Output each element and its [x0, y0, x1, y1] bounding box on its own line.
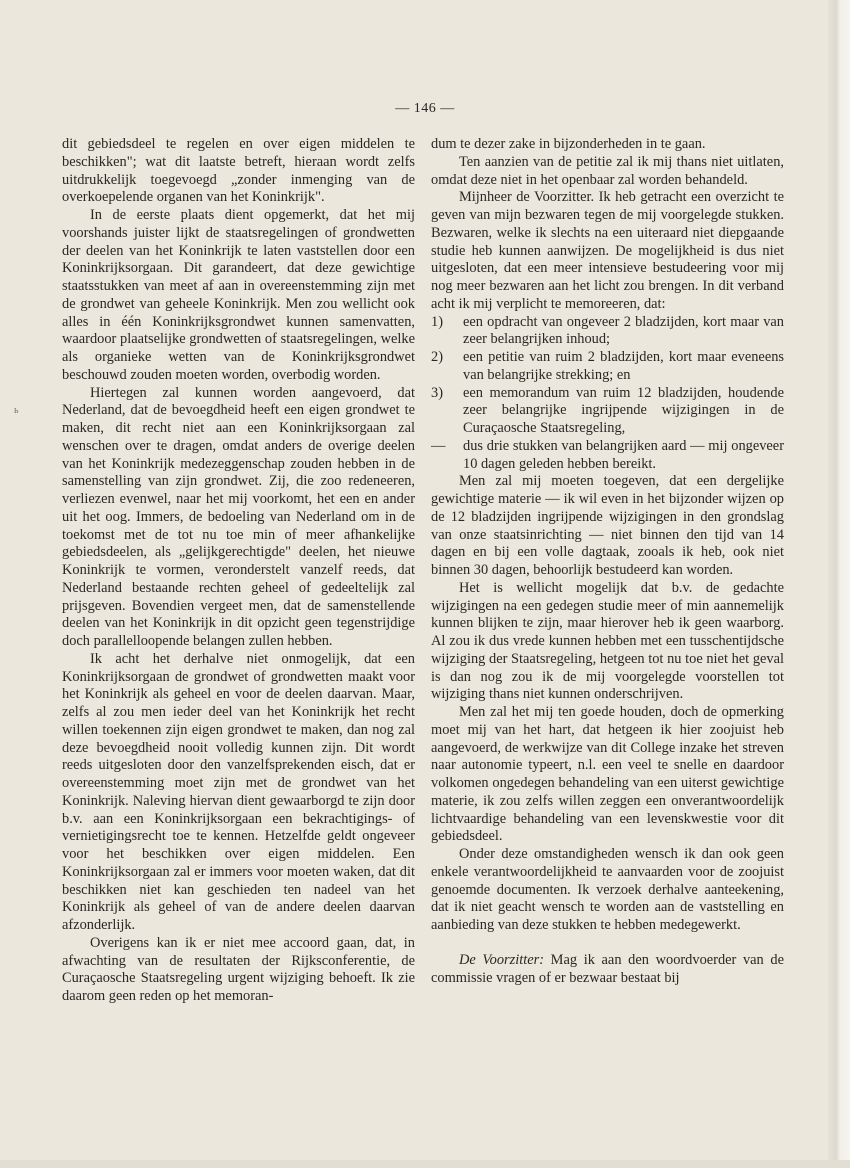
paragraph-gap	[431, 935, 784, 952]
paragraph: Overigens kan ik er niet mee accoord gaan, dat, in afwachting van de resultaten der Rijksconferentie, de Curaçaosche Staatsregeling urgent wijziging behoeft. Ik zie daarom geen reden op het memoran-	[62, 934, 415, 1004]
page-edge	[828, 0, 850, 1168]
list-marker: 3)	[431, 384, 443, 401]
list-marker: —	[431, 437, 446, 454]
paragraph: Ik acht het derhalve niet onmogelijk, dat een Koninkrijksorgaan de grondwet of grondwetten maakt voor het Koninkrijk als geheel en voor de deelen daarvan. Maar, zelfs al zou men ieder deel van het Koninkrijk het recht willen toekennen zijn eigen grondwet te maken, dan nog zal deze bevoegdheid nooit volledig kunnen zijn. Dit wordt reeds uitgesloten door den vanzelfsprekenden eisch, dat er overeenstemming moet zijn met de grondwet van het Koninkrijk. Naleving hiervan dient gewaarborgd te zijn door b.v. aan een Koninkrijksorgaan een bekrachtigings- of vernietigingsrecht toe te kennen. Hetzelfde geldt ongeveer voor het beschikken over eigen middelen. Een Koninkrijksorgaan zal er immers voor moeten waken, dat dit beschikken niet kan geschieden ten nadeel van het Koninkrijk als geheel of van de andere deelen daarvan afzonderlijk.	[62, 650, 415, 933]
speaker-text: Mag ik aan den woordvoerder van de commissie vragen of er bezwaar bestaat bij	[431, 951, 784, 986]
paragraph: dum te dezer zake in bijzonderheden in te gaan.	[431, 136, 706, 152]
paragraph: Het is wellicht mogelijk dat b.v. de gedachte wijzigingen na een gedegen studie meer of min aannemelijk kunnen blijken te zijn, maar hierover heb ik geen waarborg. Al zou ik dus vrede kunnen hebben met een tusschentijdsche wijziging der Staatsregeling, hetgeen tot nu toe niet het geval is dan nog zou ik de mij voorgelegde voorstellen tot wijziging thans niet kunnen onderschrijven.	[431, 579, 784, 703]
paragraph: In de eerste plaats dient opgemerkt, dat het mij voorshands juister lijkt de staatsregelingen of grondwetten der deelen van het Koninkrijk te laten vaststellen door een Koninkrijksorgaan. Dit garandeert, dat deze gewichtige staatsstukken van meet af aan in overeenstemming zijn met de grondwet van geheele Koninkrijk. Men zou wellicht ook alles in één Koninkrijksgrondwet kunnen samenvatten, waardoor plaatselijke grondwetten of staatsregelingen, welke als organieke wetten van de Koninkrijksgrondwet beschouwd zouden moeten worden, overbodig worden.	[62, 207, 415, 383]
list-marker: 2)	[431, 349, 443, 365]
list-item	[431, 349, 784, 385]
margin-mark: ь	[14, 405, 19, 416]
right-column	[431, 136, 784, 987]
page-number: — 146 —	[395, 101, 455, 116]
list-text: een memorandum van ruim 12 bladzijden, houdende zeer belangrijke ingrijpende wijzigingen in de Curaçaosche Staatsregeling,	[463, 384, 784, 436]
speaker-name: De Voorzitter:	[459, 951, 544, 968]
paragraph: Ten aanzien van de petitie zal ik mij thans niet uitlaten, omdat deze niet in het openbaar zal worden behandeld.	[431, 153, 784, 188]
list-item	[431, 438, 784, 474]
paragraph: Onder deze omstandigheden wensch ik dan ook geen enkele verantwoordelijkheid te aanvaarden voor de zoojuist genoemde documenten. Ik verzoek derhalve aanteekening, dat ik niet geacht wensch te worden aan de vaststelling en aanbieding van deze stukken te hebben medegewerkt.	[431, 846, 784, 933]
list-marker: 1)	[431, 313, 443, 330]
speaker-paragraph	[431, 952, 784, 988]
paragraph: Men zal mij moeten toegeven, dat een dergelijke gewichtige materie — ik wil even in het bijzonder wijzen op de 12 bladzijden ingrijpende wijzigingen in den grondslag van onze staatsinrichting — niet binnen den tijd van 14 dagen en bij een volle dagtaak, zooals ik heb, ook niet binnen 30 dagen, behoorlijk bestudeerd kan worden.	[431, 473, 784, 578]
paragraph: Hiertegen zal kunnen worden aangevoerd, dat Nederland, dat de bevoegdheid heeft een eigen grondwet te maken, dit recht niet aan een Koninkrijksorgaan zal wenschen over te dragen, omdat anders de overige deelen van het Koninkrijk medezeggenschap zouden hebben in de samenstelling van zijn grondwet. Zij, die zoo redeneeren, verliezen evenwel, naar het mij voorkomt, het een en ander uit het oog. Immers, de bedoeling van Nederland om in de toekomst met de tot nu toe min of meer afhankelijke gebiedsdeelen, als „gelijkgerechtigde" deelen, het nieuwe Koninkrijk te vormen, veronderstelt vanzelf reeds, dat Nederland bestaande rechten geheel of gedeeltelijk zal prijsgeven. Bovendien vergeet men, dat de samenstellende deelen van het Koninkrijk in dit opzicht geen tegenstrijdige doch parallelloopende belangen zullen hebben.	[62, 384, 415, 649]
paragraph: Men zal het mij ten goede houden, doch de opmerking moet mij van het hart, dat hetgeen ik hier zoojuist heb aangevoerd, de werkwijze van dit College inzake het streven naar autonomie typeert, n.l. een veel te snelle en daardoor volkomen ongedegen behandeling van een uiterst gewichtige materie, ik zou zelfs willen zeggen een onverantwoordelijk lichtvaardige behandeling van een levenskwestie voor dit gebiedsdeel.	[431, 704, 784, 845]
list-text: een petitie van ruim 2 bladzijden, kort maar eveneens van belangrijke strekking; en	[463, 349, 784, 383]
left-column	[62, 136, 415, 1006]
list-text: een opdracht van ongeveer 2 bladzijden, kort maar van zeer belangrijken inhoud;	[463, 313, 784, 348]
page-bottom-edge	[0, 1160, 850, 1168]
paragraph: Mijnheer de Voorzitter. Ik heb getracht een overzicht te geven van mijn bezwaren tegen de mij voorgelegde stukken. Bezwaren, welke ik slechts na een uiteraard niet diepgaande studie heb kunnen aanwijzen. De mogelijkheid is dus niet uitgesloten, dat een meer intensieve bestudeering voor mij nog meer bezwaren aan het licht zou brengen. In dit verband acht ik mij verplicht te memoreeren, dat:	[431, 189, 784, 312]
list-text: dus drie stukken van belangrijken aard — mij ongeveer 10 dagen geleden hebben bereikt.	[463, 437, 784, 472]
list-item	[431, 314, 784, 350]
paragraph: dit gebiedsdeel te regelen en over eigen middelen te beschikken"; wat dit laatste betreft, hieraan wordt zelfs uitdrukkelijk toegevoegd „zonder inmenging van de overkoepelende organen van het Koninkrijk".	[62, 136, 415, 206]
list-item	[431, 385, 784, 438]
